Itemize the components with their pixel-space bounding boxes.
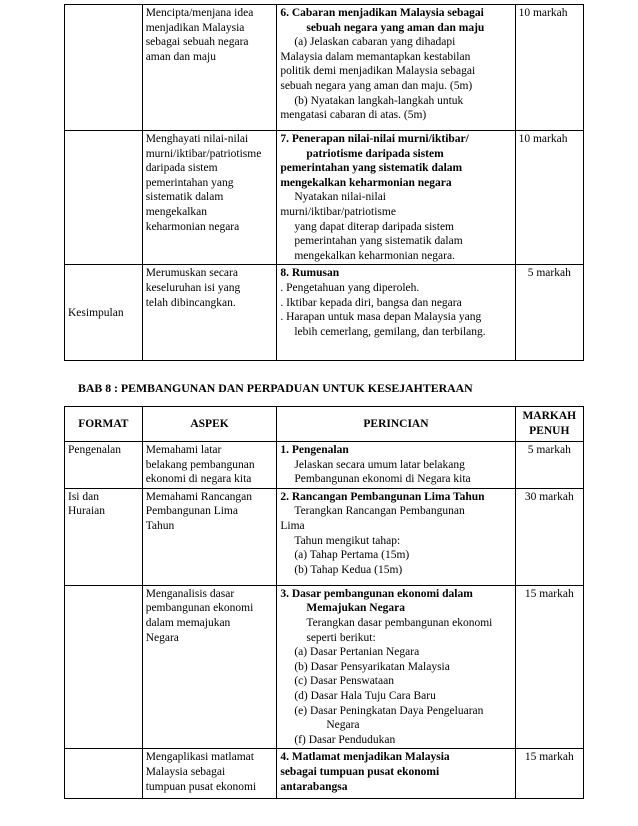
table-row: [65, 131, 584, 265]
aspek-line: Tahun: [145, 519, 175, 532]
perincian-line: (c) Dasar Penswataan: [294, 675, 394, 688]
markah-cell: 10 markah: [515, 131, 583, 265]
markah-cell: 15 markah: [515, 749, 583, 799]
perincian-line: (a) Jelaskan cabaran yang dihadapi: [294, 36, 456, 49]
aspek-cell: [142, 488, 277, 585]
section-title: 1. Pengenalan: [280, 444, 349, 456]
markah-cell: 5 markah: [515, 442, 583, 489]
perincian-line: . Pengetahuan yang diperoleh.: [280, 281, 420, 294]
perincian-cell: [277, 265, 515, 361]
table-row: [65, 442, 584, 489]
table-row: [65, 265, 584, 361]
perincian-line: seperti berikut:: [306, 631, 376, 644]
aspek-line: Pembangunan Lima: [145, 505, 238, 518]
format-cell: [65, 749, 143, 799]
aspek-cell: [142, 442, 277, 489]
section-title: 8. Rumusan: [280, 267, 340, 280]
aspek-cell: [142, 585, 277, 749]
aspek-cell: [142, 5, 277, 131]
aspek-line: pemerintahan yang: [145, 176, 234, 189]
perincian-cell: [277, 5, 515, 131]
section-title: 6. Cabaran menjadikan Malaysia sebagai: [280, 7, 484, 19]
header-markah-line: MARKAH: [522, 410, 577, 423]
perincian-line: (b) Tahap Kedua (15m): [294, 563, 403, 576]
aspek-line: Menghayati nilai-nilai: [145, 133, 249, 145]
perincian-line: (f) Dasar Pendudukan: [294, 733, 396, 746]
aspek-line: murni/iktibar/patriotisme: [145, 147, 262, 160]
section-title: 4. Matlamat menjadikan Malaysia: [280, 751, 450, 764]
section-title: sebuah negara yang aman dan maju: [306, 21, 485, 34]
perincian-line: (a) Tahap Pertama (15m): [294, 549, 410, 562]
section-title: sebagai tumpuan pusat ekonomi: [280, 765, 440, 778]
perincian-line: (d) Dasar Hala Tuju Cara Baru: [294, 689, 436, 702]
aspek-cell: [142, 131, 277, 265]
aspek-line: ekonomi di negara kita: [145, 473, 252, 486]
perincian-cell: [277, 749, 515, 799]
aspek-line: Menganalisis dasar: [145, 587, 235, 600]
aspek-line: Malaysia sebagai: [145, 765, 226, 778]
format-cell: [65, 5, 143, 131]
perincian-line: murni/iktibar/patriotisme: [280, 205, 396, 218]
format-line: Isi dan: [68, 490, 99, 503]
perincian-line: Tahun mengikut tahap:: [294, 534, 401, 547]
markah-cell: 5 markah: [515, 265, 583, 361]
perincian-line: yang dapat diterap daripada sistem: [294, 220, 455, 233]
section-title: mengekalkan keharmonian negara: [280, 176, 452, 189]
section-title: 2. Rancangan Pembangunan Lima Tahun: [280, 490, 485, 503]
perincian-line: Malaysia dalam memantapkan kestabilan: [280, 50, 471, 63]
markah-cell: 15 markah: [515, 585, 583, 749]
perincian-cell: [277, 585, 515, 749]
markah-cell: 10 markah: [515, 5, 583, 131]
perincian-line: lebih cemerlang, gemilang, dan terbilang.: [294, 325, 486, 338]
perincian-line: politik demi menjadikan Malaysia sebagai: [280, 65, 476, 78]
header-format: FORMAT: [65, 407, 143, 442]
perincian-line: (e) Dasar Peningkatan Daya Pengeluaran: [294, 704, 484, 717]
format-cell: Pengenalan: [65, 442, 143, 489]
perincian-line: Negara: [326, 719, 360, 732]
perincian-line: . Iktibar kepada diri, bangsa dan negara: [280, 296, 462, 309]
perincian-line: . Harapan untuk masa depan Malaysia yang: [280, 311, 482, 324]
section-title: 3. Dasar pembangunan ekonomi dalam: [280, 587, 473, 600]
chapter-heading: BAB 8 : PEMBANGUNAN DAN PERPADUAN UNTUK KESEJAHTERAAN: [78, 381, 473, 395]
aspek-cell: [142, 749, 277, 799]
format-cell: [65, 585, 143, 749]
perincian-line: pemerintahan yang sistematik dalam: [294, 235, 463, 248]
perincian-line: Lima: [280, 519, 305, 532]
aspek-line: Merumuskan secara: [145, 267, 238, 280]
aspek-line: belakang pembangunan: [145, 458, 255, 471]
aspek-line: aman dan maju: [145, 50, 216, 63]
aspek-line: sebagai sebuah negara: [145, 36, 249, 49]
aspek-cell: [142, 265, 277, 361]
perincian-cell: [277, 442, 515, 489]
table-row: [65, 585, 584, 749]
aspek-line: Memahami latar: [145, 444, 222, 456]
perincian-line: (b) Dasar Pensyarikatan Malaysia: [294, 660, 450, 673]
perincian-line: mengekalkan keharmonian negara.: [294, 249, 455, 262]
perincian-line: Jelaskan secara umum latar belakang: [294, 458, 465, 471]
perincian-line: Nyatakan nilai-nilai: [294, 191, 386, 204]
section-title: 7. Penerapan nilai-nilai murni/iktibar/: [280, 133, 469, 145]
markah-cell: 30 markah: [515, 488, 583, 585]
aspek-line: tumpuan pusat ekonomi: [145, 780, 257, 793]
aspek-line: daripada sistem: [145, 162, 218, 175]
table-bab8: [64, 406, 584, 799]
section-title: patriotisme daripada sistem: [306, 147, 444, 160]
aspek-line: Mengaplikasi matlamat: [145, 751, 254, 764]
aspek-line: mengekalkan: [145, 205, 207, 218]
aspek-line: Memahami Rancangan: [145, 490, 253, 503]
format-cell: Kesimpulan: [65, 265, 143, 361]
perincian-line: sebuah negara yang aman dan maju. (5m): [280, 79, 473, 92]
perincian-line: Pembangunan ekonomi di Negara kita: [294, 473, 471, 486]
aspek-line: telah dibincangkan.: [145, 296, 236, 309]
perincian-cell: [277, 488, 515, 585]
perincian-line: Terangkan Rancangan Pembangunan: [294, 505, 465, 518]
aspek-line: keharmonian negara: [145, 220, 240, 233]
table-row: [65, 488, 584, 585]
perincian-cell: [277, 131, 515, 265]
header-markah-line: PENUH: [529, 425, 570, 437]
table-row: [65, 5, 584, 131]
aspek-line: Negara: [145, 631, 179, 644]
aspek-line: menjadikan Malaysia: [145, 21, 245, 34]
table-bab7-continuation: [64, 4, 584, 361]
perincian-line: mengatasi cabaran di atas. (5m): [280, 109, 427, 122]
perincian-line: Terangkan dasar pembangunan ekonomi: [306, 616, 493, 629]
table-row: [65, 749, 584, 799]
aspek-line: Mencipta/menjana idea: [145, 7, 254, 19]
format-cell: [65, 131, 143, 265]
format-cell: [65, 488, 143, 585]
aspek-line: sistematik dalam: [145, 191, 224, 204]
header-aspek: ASPEK: [142, 407, 277, 442]
section-title: Memajukan Negara: [306, 602, 406, 615]
header-markah: [515, 407, 583, 442]
table-header-row: [65, 407, 584, 442]
perincian-line: (b) Nyatakan langkah-langkah untuk: [294, 94, 464, 107]
section-title: pemerintahan yang sistematik dalam: [280, 162, 463, 175]
perincian-line: (a) Dasar Pertanian Negara: [294, 646, 420, 659]
aspek-line: keseluruhan isi yang: [145, 281, 241, 294]
header-perincian: PERINCIAN: [277, 407, 515, 442]
section-title: antarabangsa: [280, 780, 348, 793]
aspek-line: dalam memajukan: [145, 616, 231, 629]
format-line: Huraian: [68, 505, 106, 518]
aspek-line: pembangunan ekonomi: [145, 602, 254, 615]
